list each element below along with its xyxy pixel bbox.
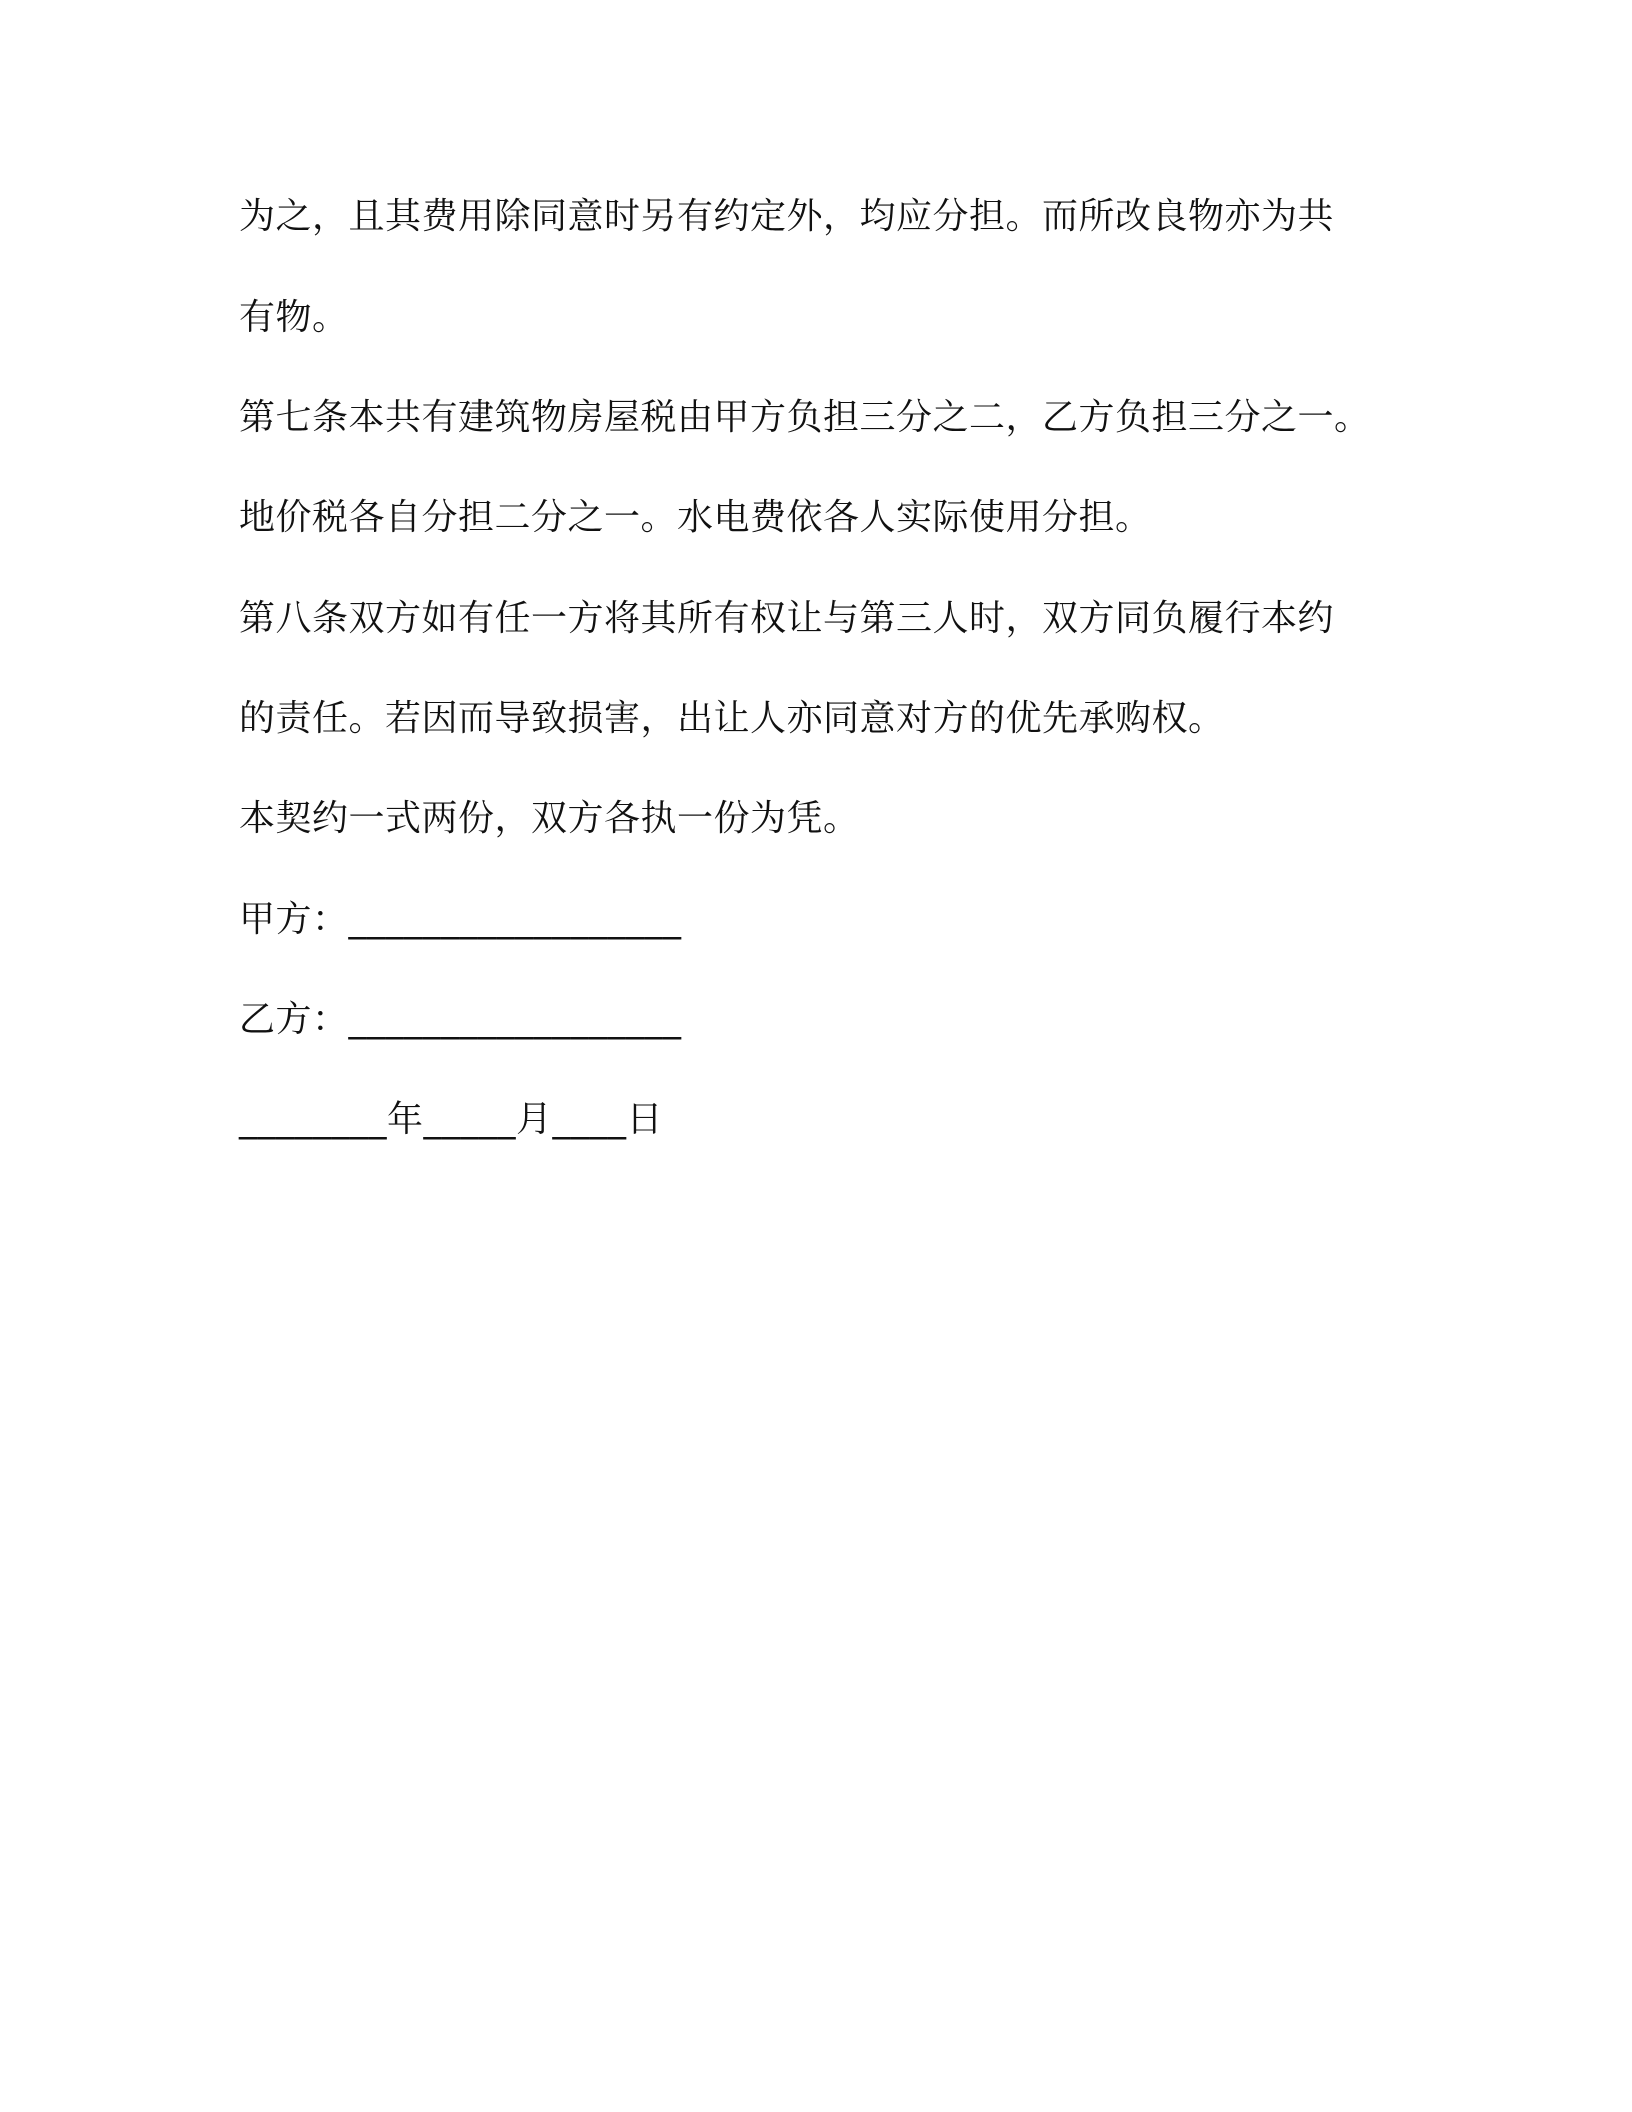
paragraph-line-2: 有物。 (239, 297, 349, 338)
date-line: ________年_____月____日 (239, 1099, 663, 1140)
copies-statement: 本契约一式两份，双方各执一份为凭。 (239, 798, 860, 839)
article-8-line-2: 的责任。若因而导致损害，出让人亦同意对方的优先承购权。 (239, 698, 1225, 739)
paragraph-line-1: 为之，且其费用除同意时另有约定外，均应分担。而所改良物亦为共 (239, 196, 1335, 237)
party-a-signature-line: 甲方：__________________ (239, 899, 682, 940)
article-7-line-2: 地价税各自分担二分之一。水电费依各人实际使用分担。 (239, 497, 1152, 538)
article-7-line-1: 第七条本共有建筑物房屋税由甲方负担三分之二，乙方负担三分之一。 (239, 397, 1371, 438)
party-b-signature-line: 乙方：__________________ (239, 999, 682, 1040)
article-8-line-1: 第八条双方如有任一方将其所有权让与第三人时，双方同负履行本约 (239, 598, 1335, 639)
